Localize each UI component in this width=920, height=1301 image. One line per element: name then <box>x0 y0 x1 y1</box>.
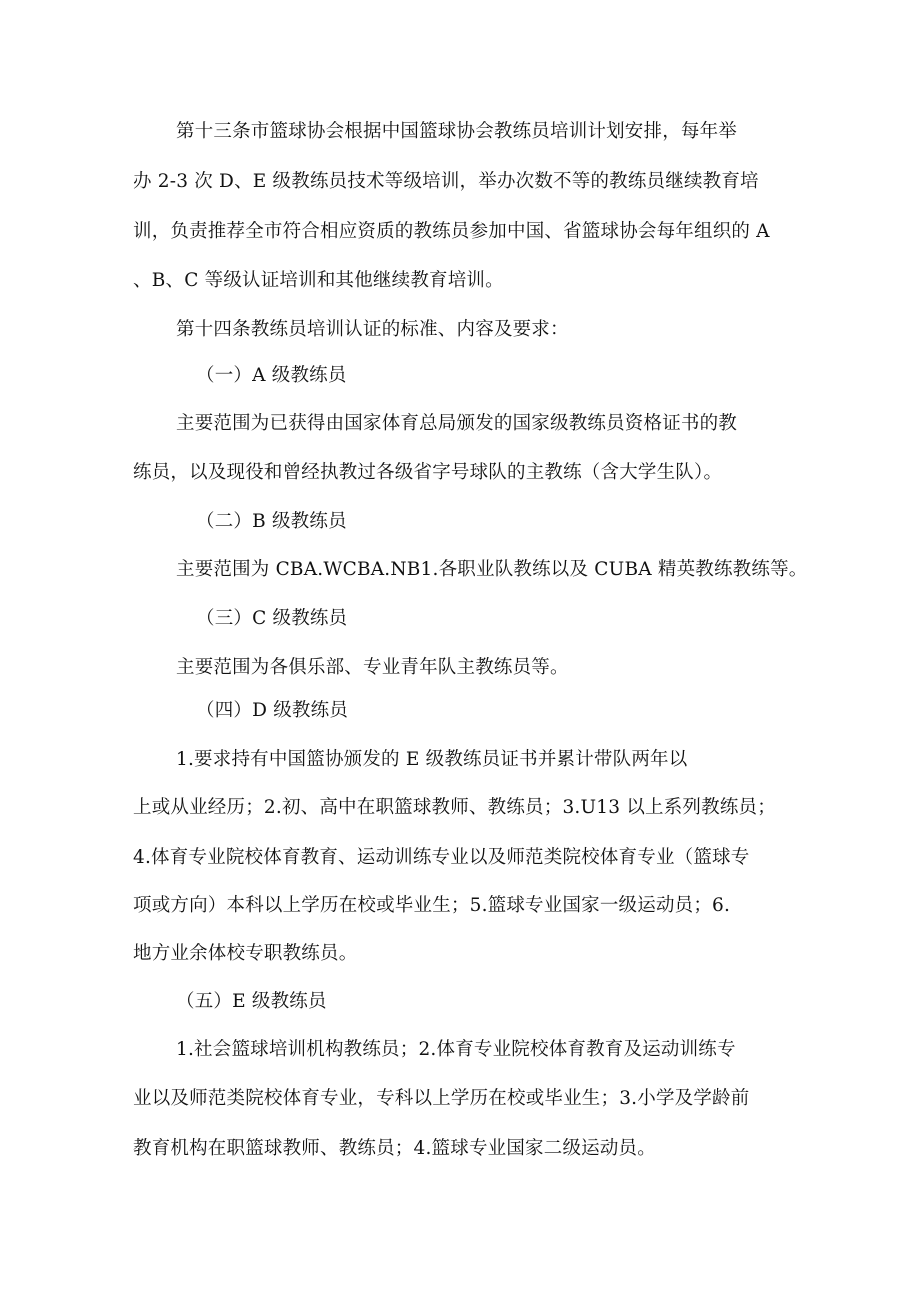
paragraph-line: 业以及师范类院校体育专业，专科以上学历在校或毕业生；3.小学及学龄前 <box>133 1088 750 1109</box>
paragraph-line: 训，负责推荐全市符合相应资质的教练员参加中国、省篮球协会每年组织的 A <box>133 221 770 242</box>
paragraph-line: 地方业余体校专职教练员。 <box>133 943 358 964</box>
paragraph-line: 上或从业经历；2.初、高中在职篮球教师、教练员；3.U13 以上系列教练员； <box>133 797 776 818</box>
paragraph-line: 1.社会篮球培训机构教练员；2.体育专业院校体育教育及运动训练专 <box>176 1039 736 1060</box>
paragraph-line: 第十三条市篮球协会根据中国篮球协会教练员培训计划安排，每年举 <box>176 121 738 142</box>
article-heading: 第十四条教练员培训认证的标准、内容及要求： <box>176 319 569 340</box>
paragraph-line: 主要范围为已获得由国家体育总局颁发的国家级教练员资格证书的教 <box>176 413 738 434</box>
paragraph-line: 主要范围为 CBA.WCBA.NB1.各职业队教练以及 CUBA 精英教练教练等。 <box>176 559 808 580</box>
section-heading-a: （一）A 级教练员 <box>196 365 347 386</box>
paragraph-line: 主要范围为各俱乐部、专业青年队主教练员等。 <box>176 657 569 678</box>
paragraph-line: 项或方向）本科以上学历在校或毕业生；5.篮球专业国家一级运动员；6. <box>133 895 731 916</box>
section-heading-c: （三）C 级教练员 <box>196 608 348 629</box>
paragraph-line: 练员，以及现役和曾经执教过各级省字号球队的主教练（含大学生队）。 <box>133 462 723 483</box>
section-heading-b: （二）B 级教练员 <box>196 511 347 532</box>
paragraph-line: 、B、C 等级认证培训和其他继续教育培训。 <box>133 270 504 291</box>
paragraph-line: 教育机构在职篮球教师、教练员；4.篮球专业国家二级运动员。 <box>133 1138 656 1159</box>
paragraph-line: 4.体育专业院校体育教育、运动训练专业以及师范类院校体育专业（篮球专 <box>133 847 750 868</box>
section-heading-e: （五）E 级教练员 <box>176 991 327 1012</box>
section-heading-d: （四）D 级教练员 <box>196 700 349 721</box>
paragraph-line: 1.要求持有中国篮协颁发的 E 级教练员证书并累计带队两年以 <box>176 749 688 770</box>
paragraph-line: 办 2-3 次 D、E 级教练员技术等级培训，举办次数不等的教练员继续教育培 <box>133 171 759 192</box>
